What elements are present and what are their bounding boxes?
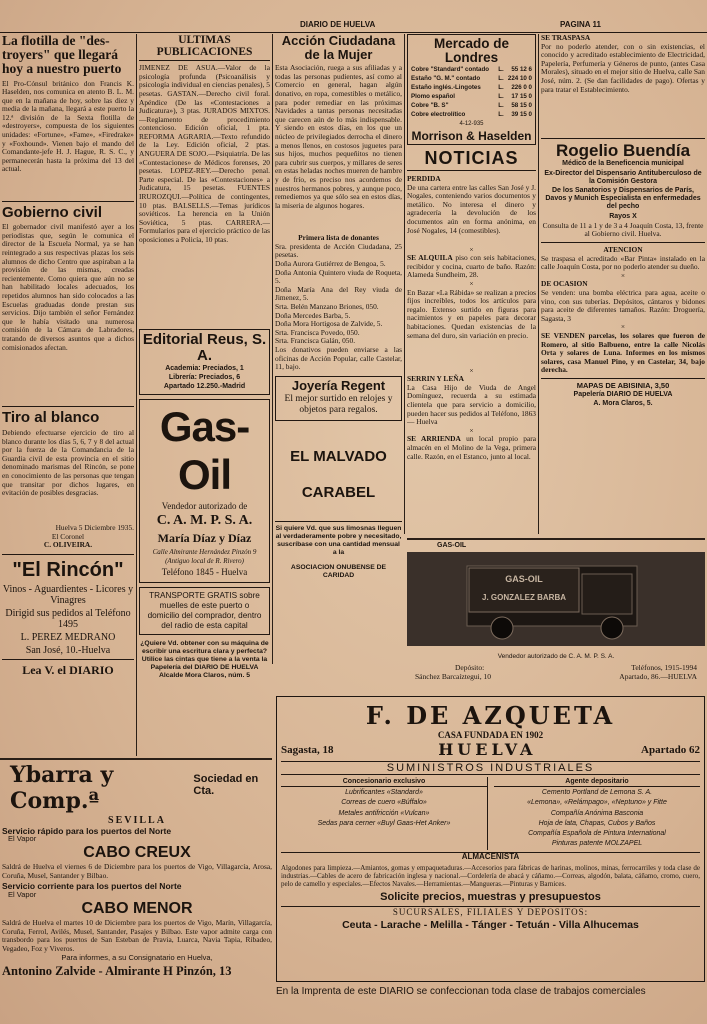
traspasa-text: Por no poderlo atender, con o sin existencias, el conocido y acreditado establecimiento de Electricidad, Papelería, Perfumería y Géneros de punto, (antes Casa Morales), situado en el mejor sitio de Huelva, calle San José, núm. 2. (Se dan facilidades de pago). Ofertas y para tratar el Establecimiento. (541, 42, 705, 94)
column-1 (2, 34, 134, 756)
perdida-text: De una cartera entre las calles San José y J. Nogales, conteniendo varios documentos y metálico. No interesa el dinero y agradecería la devolución de los documentos aún en forma anónima, en José Nogales, 14 (comestibles). (407, 183, 536, 235)
truck-apt: Apartado, 86.—HUELVA (619, 672, 697, 682)
accion-title: Acción Ciudadana de la Mujer (281, 34, 396, 62)
joyeria-title: Joyería Regent (291, 377, 386, 393)
azqueta-conc: Concesionario exclusivo (281, 778, 487, 787)
separator-x: × (469, 244, 474, 254)
ocasion-text: Se venden: una bomba eléctrica para agua, aceite o vino, con sus tuberías. Depósitos, cántaros y bidones para aceite de diferentes tamaños. Razón: Droguería, Sagasta, 3 (541, 288, 705, 323)
ybarra-info: Para informes, a su Consignatario en Huelva, (61, 953, 213, 963)
rabida-text: En Bazar «La Rábida» se realizan a precios fijos increíbles, todos los artículos para regalo. Extenso surtido en figuras para nacimientos y en papeles para decorar habitaciones. Quedan existencias de la semana del duro, sin variación en precio. (407, 288, 536, 340)
publicaciones-title: ULTIMAS PUBLICACIONES (139, 34, 270, 61)
donante-item: Srta. Belén Manzano Briones, 050. (275, 302, 379, 312)
ybarra-agent: Antonino Zalvide - Almirante H Pinzón, 13 (2, 963, 232, 978)
azqueta-suministros: SUMINISTROS INDUSTRIALES (281, 761, 700, 775)
donantes-list (275, 243, 402, 346)
azqueta-left-list (281, 789, 487, 828)
ocasion-title: DE OCASION (541, 279, 588, 289)
joyeria-text: El mejor surtido en relojes y objetos para regalos. (284, 394, 393, 416)
arrienda-text: un local propio para almacén en el Molino de la Vega, primera calle. Razón, en el Estanco, junto al local. (407, 434, 536, 461)
rincon-line1: Vinos - Aguardientes - Licores y Vinagres (2, 583, 134, 606)
alquila-text: piso con seis habitaciones, recibidor y cocina, cuarto de baño. Razón: Alameda Sundheim, 28. (407, 253, 536, 280)
arrienda-title: SE ARRIENDA (407, 434, 461, 444)
rogelio-l5: Consulta de 11 a 1 y de 3 a 4 Joaquín Costa, 13, frente al Gobierno civil. Huelva. (542, 220, 704, 239)
gasoil-name: María Díaz y Díaz (157, 531, 252, 546)
azqueta-city: HUELVA (438, 740, 537, 759)
ybarra-text1: Saldrá de Huelva el viernes 6 de Diciembre para los puertos de Vigo, Villagarcía, Arosa, Coruña, Musel, Santander y Bilbao. (2, 862, 272, 880)
separator-x: × (620, 322, 626, 332)
azqueta-cities: Ceuta - Larache - Melilla - Tánger - Tetuán - Villa Alhucemas (342, 918, 639, 931)
donantes-close: Los donativos pueden enviarse a las oficinas de Acción Popular, calle Castelar, 11, bajo. (275, 345, 402, 372)
serrin-title: SERRIN Y LEÑA (407, 374, 464, 384)
mercado-cell: Estaño inglés.-Lingotes (411, 84, 481, 92)
paper-name: DIARIO DE HUELVA (300, 20, 376, 29)
perdida-title: PERDIDA (407, 174, 441, 184)
tiro-text: Debiendo efectuarse ejercicio de tiro al blanco durante los días 5, 6, 7 y 8 del actual por la fuerza de la Comandancia de la Guardia civil de esta provincia en el sitio denominado marismas del Rincón, se pone en conocimiento de las personas que tengan que transitar por dichos lugares, en evitación de posibles desgracias. (2, 429, 134, 498)
truck-tel: Teléfonos, 1915-1994 (631, 663, 697, 673)
mercado-row (410, 92, 533, 101)
ybarra-text2: Saldrá de Huelva el martes 10 de Diciembre para los puertos de Vigo, Marín, Villagarcía, Coruña, Ferrol, Avilés, Musel, Santander, Pasajes y Bilbao. Este vapor admite carga con transbordo para los puertos de San Esteban de Pravia, Luarca, Navia Tapia, Ribadeo, Vegadeo, Foz y Viveros. (2, 918, 272, 953)
azqueta-street: Sagasta, 18 (281, 743, 334, 756)
ybarra-svc1: Servicio rápido para los puertos del Norte (2, 826, 172, 836)
separator-x: × (469, 365, 474, 375)
mercado-row (410, 83, 533, 92)
truck-plate1: GAS-OIL (505, 574, 543, 585)
rincon-line2: Dirigid sus pedidos al Teléfono 1495 (5, 607, 131, 630)
donante-item: Doña Aurora Gutiérrez de Bengoa, 5. (275, 259, 386, 269)
flotilla-text: El Pro-Cónsul británico don Francis K. Haselden, nos comunica en atento B. L. M. que en la mañana de hoy, sobre las diez y media de la mañana, llegará a este puerto la 12.ª división de la Sexta flotilla de «destroyers», compuesta de los siguientes unidades: «Fortune», «Fame», «Firedrake» y «Foxhound». Vienen bajo el mando del Comandante-jefe H. J. Hague, R. S. C., y permanecerán hasta la próxima del 13 del actual. (2, 79, 134, 174)
tiro-role: El Coronel (51, 531, 85, 541)
separator-x: × (620, 270, 626, 280)
azqueta-right-list (494, 789, 700, 848)
rogelio-l4: Rayos X (609, 212, 637, 220)
mercado-row (410, 74, 533, 83)
azqueta-left-item: Correas de cuero «Búffalo» (341, 799, 427, 807)
ybarra-city: SEVILLA (108, 815, 166, 826)
donantes-title: Primera lista de donantes (298, 233, 379, 243)
page-header (0, 18, 707, 33)
azqueta-apartado: Apartado 62 (641, 743, 700, 756)
mercado-cell: Cobre "Standard" contado (411, 66, 490, 74)
mercado-cell: L. (498, 111, 504, 119)
mercado-cell: Plomo español (411, 93, 456, 101)
reus-line2: Librería: Preciados, 6 (168, 373, 241, 381)
truck-ad (407, 540, 705, 690)
mercado-title: Mercado de Londres (433, 36, 510, 66)
donante-item: Doña Mercedes Barba, 5. (275, 310, 351, 320)
azqueta-right-item: Compañía Anónima Basconia (550, 809, 644, 817)
mercado-row (410, 101, 533, 110)
tiro-signature: C. OLIVEIRA. (43, 540, 93, 550)
ybarra-sub: Sociedad en Cta. (193, 773, 259, 797)
donante-item: Sra. presidenta de Acción Ciudadana, 25 pesetas. (275, 241, 402, 260)
donante-item: Doña María Ana del Rey viuda de Jimenez, 5. (275, 284, 402, 303)
ybarra-ship2: CABO MENOR (81, 900, 193, 917)
column-4 (407, 34, 536, 534)
donante-item: Srta. Francisca Galán, 050. (275, 336, 356, 346)
gasoil-line1: Vendedor autorizado de (161, 501, 248, 512)
column-3 (275, 34, 402, 664)
gasoil-tel: Teléfono 1845 - Huelva (161, 567, 248, 578)
azqueta-solicite: Solicite precios, muestras y presupuestos (380, 890, 601, 903)
noticias-title: NOTICIAS (407, 149, 536, 171)
transporte-text: TRANSPORTE GRATIS sobre muelles de este puerto o domicilio del comprador, dentro del radio de esta capital (147, 591, 262, 631)
ybarra-svc2: Servicio corriente para los puertos del Norte (2, 880, 182, 891)
mercado-cell: 224 10 0 (507, 75, 532, 83)
azqueta-right-item: Cemento Portland de Lemona S. A. (541, 789, 653, 797)
mercado-cell: L. (498, 84, 504, 92)
malvado-text: EL MALVADO (290, 448, 387, 466)
limosna-text: Si quiere Vd. que sus limosnas lleguen al verdaderamente pobre y necesitado, suscríbase con una cantidad mensual a la (275, 524, 402, 556)
mercado-cell: L. (498, 66, 504, 74)
solares-text: SE VENDEN parcelas, los solares que fueron de Romero, al sitio Balbueno, entre la calle Nicolás Orta y solares de Luna. Informes en los mismos solares, casa Manuel Pino, y en Castelar, 34, bajo derecha. (541, 330, 705, 375)
page-number: PAGINA 11 (560, 20, 601, 29)
mercado-table (410, 65, 533, 119)
mercado-cell: L. (498, 102, 504, 110)
rincon-name: L. PEREZ MEDRANO (20, 631, 116, 643)
azqueta-ad (276, 696, 705, 982)
publicaciones-text: JIMENEZ DE ASUA.—Valor de la psicología profunda (Psicoanálisis y psicología individual en ciencias penales), 5 pesetas. GASTAN.—Derecho civil foral. Apéndice (De las «Contestaciones a Judicatura»), 3 ptas. JURADOS MIXTOS.—Reglamento de procedimiento contencioso. Edición oficial, 1 pta. REFORMA AGRARIA.—Texto refundido de la Ley. Edición oficial, 2 ptas. ANGUERA DE SOJO.—Psiquiatría. De las «Contestaciones» de Médicos forenses, 20 pesetas. LOPEZ-REY.—Derecho penal. Parte especial. De las «Contestaciones» a Judicatura, 15 pesetas. FUENTES IRUROZQUI.—Política de contingentes, 10 ptas. BALSELLS.—Temas jurídicos soviéticos. La herencia en la Unión Soviética, 5 ptas. CARRERA.—Formularios para el ejercicio práctico de las oposiciones a Policía, 10 ptas. (139, 64, 270, 244)
mercado-cell: Cobre electrolítico (411, 111, 466, 119)
gasoil-sub: (Antiguo local de R. Rivero) (165, 557, 244, 566)
ybarra-vapor2: El Vapor (8, 889, 37, 899)
truck-l1: Vendedor autorizado de C. A. M. P. S. A. (497, 653, 615, 661)
ybarra-ad (2, 762, 272, 1002)
truck-depaddr: Sánchez Barcaíztegui, 10 (415, 672, 492, 682)
mapas-l2: Papelería DIARIO DE HUELVA (573, 391, 673, 399)
rogelio-l3: De los Sanatorios y Dispensarios de París, Davos y Munich Especialista en enfermedades del pecho (545, 187, 701, 211)
mercado-date: 4-12-935 (459, 121, 484, 128)
mercado-cell: 226 0 0 (511, 84, 532, 92)
lea-diario: Lea V. el DIARIO (22, 662, 114, 677)
ybarra-title: Ybarra y Comp.ª (10, 762, 114, 814)
azqueta-almac-text: Algodones para limpieza.—Amiantos, gomas y empaquetaduras.—Accesorios para fábricas de harinas, molinos, minas, ferrocarriles y toda clase de industrias.—Cables de acero de fabricación inglesa y nacional.—Cordelería de abacá y cáñamo.—Correas, algodón, balata, cáñamo, cromo, cuero, pelo de camello y especiales.—Efectos Navales.—Herramientas.—Mangueras.—Pinturas y Barnices. (281, 863, 700, 888)
mercado-cell: L. (498, 75, 504, 83)
mapas-l1: MAPAS DE ABISINIA, 3,50 (576, 380, 670, 390)
accion-text: Esta Asociación, ruega a sus afiliadas y a todas las personas pudientes, así como al Comercio en general, hagan algún donativo, en ropa, comestibles o metálico, para poder remediar en las próximas Navidades a tantas personas necesitadas que carecen aún de lo más indispensable. Y siendo en estos días, en los que un núcleo de privilegiados derrocha el dinero a menos llenos, en costosos juguetes para sus hijos, muchos pequeñitos no tienen para cubrir sus cuerpos, y millares de seres en estas heladas noches mueren de hambre y de frío, es preciso nos acordemos de nuestros hermanos pobres, y aunque poco, remediemos ya que sólo sea en estos días, la miseria de algunos hogares. (275, 64, 402, 210)
azqueta-founded: CASA FUNDADA EN 1902 (437, 730, 544, 740)
truck-title: GAS-OIL (437, 542, 467, 549)
donante-item: Srta. Francisca Povedo, 050. (275, 327, 360, 337)
separator-x: × (469, 425, 474, 435)
azqueta-title: F. DE AZQUETA (365, 701, 616, 730)
mercado-agent: Morrison & Haselden (411, 128, 532, 143)
asociacion-text: ASOCIACION ONUBENSE DE CARIDAD (290, 563, 387, 579)
tiro-title: Tiro al blanco (2, 409, 100, 427)
azqueta-right-item: Hoja de lata, Chapas, Cubos y Baños (538, 819, 656, 827)
mercado-row (410, 65, 533, 74)
azqueta-left-item: Lubrificantes «Standard» (345, 789, 423, 797)
separator-x: × (469, 279, 474, 288)
traspasa-title: SE TRASPASA (541, 34, 591, 42)
mercado-cell: Estaño "G. M." contado (411, 75, 481, 83)
tiro-date: Huelva 5 Diciembre 1935. (55, 523, 134, 533)
donante-item: Doña Mora Hortigosa de Zalvide, 5. (275, 319, 383, 329)
wheel-icon (601, 617, 623, 639)
gasoil-brand: C. A. M. P. S. A. (156, 513, 253, 529)
mercado-row (410, 110, 533, 119)
column-2 (139, 34, 270, 756)
truck-dep: Depósito: (455, 663, 485, 673)
rincon-title: "El Rincón" (12, 558, 124, 581)
azqueta-left-item: Sedas para cerner «Buyl Gaas-Het Anker» (317, 819, 451, 827)
mapas-l3: A. Mora Claros, 5. (593, 400, 653, 408)
mercado-cell: Cobre "B. S" (411, 102, 449, 110)
column-5 (541, 34, 705, 534)
alquila-title: SE ALQUILA (407, 253, 453, 263)
donante-item: Doña Antonia Quintero viuda de Roqueta, 5. (275, 267, 402, 286)
azqueta-almacenista: ALMACENISTA (281, 852, 700, 861)
mercado-cell: L. (498, 93, 504, 101)
truck-illustration (407, 552, 705, 646)
ybarra-ship1: CABO CREUX (83, 844, 191, 862)
rogelio-title: Rogelio Buendía (555, 140, 691, 160)
truck-plate2: J. GONZALEZ BARBA (482, 593, 566, 603)
maquina-text: ¿Quiere Vd. obtener con su máquina de escribir una escritura clara y perfecta? Utilice las cintas que tiene a la venta la Papelería del DIARIO DE HUELVA Alcalde Mora Claros, núm. 5 (140, 640, 269, 680)
mercado-cell: 55 12 6 (511, 66, 532, 74)
azqueta-left-item: Metales antifricción «Vulcan» (338, 809, 430, 817)
mercado-cell: 17 15 0 (511, 93, 532, 101)
imprenta-footer: En la Imprenta de este DIARIO se confeccionan toda clase de trabajos comerciales (276, 986, 646, 997)
mercado-cell: 58 15 0 (511, 102, 532, 110)
rogelio-l2: Ex-Director del Dispensario Antituberculoso de la Comisión Gestora (544, 169, 702, 185)
wheel-icon (491, 617, 513, 639)
ybarra-vapor1: El Vapor (8, 834, 37, 844)
serrin-text: La Casa Hijo de Viuda de Angel Domínguez, recuerda a su estimada clientela que para servicio a domicilio, pueden hacer sus pedidos al Teléfono, 1863 — Huelva (407, 382, 536, 427)
azqueta-right-item: Compañía Española de Pintura International (528, 830, 666, 838)
mercado-cell: 39 15 0 (511, 111, 532, 119)
reus-line3: Apartado 12.250.-Madrid (163, 383, 246, 391)
azqueta-agente: Agente depositario (494, 778, 700, 787)
carabel-text: CARABEL (301, 484, 376, 502)
rogelio-l1: Médico de la Beneficencia municipal (562, 160, 684, 168)
gobierno-title: Gobierno civil (2, 203, 103, 221)
flotilla-title: La flotilla de "des-troyers" que llegará hoy a nuestro puerto (2, 34, 122, 77)
rincon-address: San José, 10.-Huelva (25, 644, 111, 656)
azqueta-right-item: «Lemona», «Relámpago», «Neptuno» y Fitte (527, 799, 667, 807)
atencion-text: Se traspasa el acreditado «Bar Pinta» instalado en la calle Joaquín Costa, por no poderlo atender su dueño. (541, 253, 705, 272)
gasoil-address: Calle Almirante Hernández Pinzón 9 (152, 548, 257, 557)
gobierno-text: El gobernador civil manifestó ayer a los periodistas que, según le comunica el director de la Escuela Normal, ya se han reintegrado a sus respectivas plazas los seis alumnos de dicho Centro que aspiraban a la provisión de las mismas, creadas recientemente. Como quiera que aún no se han habilitado locales adecuados, los repetidos alumnos han sido colocados a las Escuelas graduadas donde prestan sus servicios. Dijo también el señor Fernández que le había visitado una numerosa comisión de la Cámara de Labradores, tratando de diversos asuntos que a dichos comisionados afectan. (2, 223, 134, 352)
reus-title: Editorial Reus, S. A. (142, 331, 267, 364)
atencion-title: ATENCION (603, 245, 643, 255)
azqueta-right-item: Pinturas patente MOLZAPEL (551, 840, 643, 848)
gasoil-title: Gas-Oil (159, 403, 250, 499)
azqueta-sucursales: SUCURSALES, FILIALES Y DEPOSITOS: (281, 906, 700, 917)
reus-line1: Academia: Preciados, 1 (165, 364, 244, 372)
